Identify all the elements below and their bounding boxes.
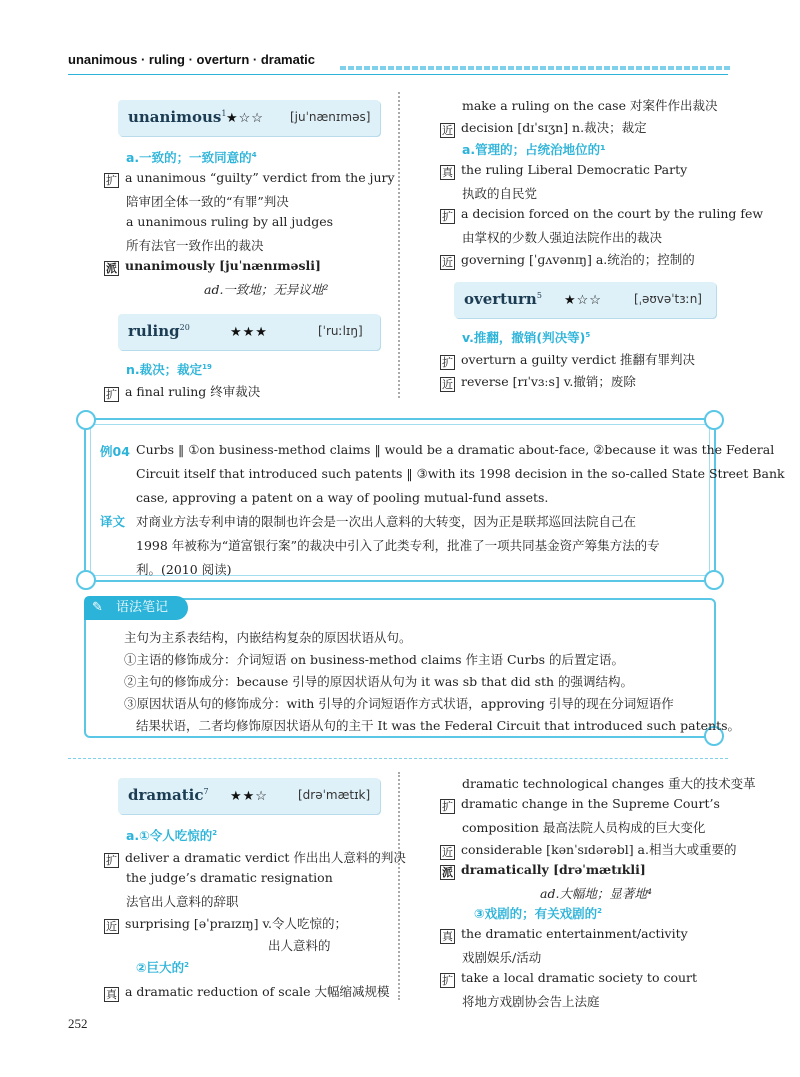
column-divider-top (398, 92, 408, 398)
entry-line: 近 decision [dɪˈsɪʒn] n.裁决；裁定 (442, 120, 647, 137)
word-header-unanimous (118, 100, 380, 136)
translation-label: 译文 (100, 514, 126, 529)
entry-line: 陪审团全体一致的“有罪”判决 (126, 194, 289, 209)
entry-line: 扩 deliver a dramatic verdict 作出出人意料的判决 (106, 850, 406, 867)
entry-line: 真 the dramatic entertainment/activity (442, 926, 688, 943)
grammar-tab (84, 596, 188, 620)
headword: overturn$^5$ (464, 290, 542, 308)
translation-line: 1998 年被称为“道富银行案”的裁决中引入了此类专利，批准了一项共同基金资产筹集方法的专 (136, 538, 660, 553)
grammar-line: 主句为主系表结构，内嵌结构复杂的原因状语从句。 (124, 630, 412, 645)
entry-line: 出人意料的 (268, 938, 331, 953)
entry-line: 近 reverse [rɪˈvɜːs] v.撤销；废除 (442, 374, 636, 391)
translation-line: 对商业方法专利申请的限制也许会是一次出人意料的大转变，因为正是联邦巡回法院自己在 (136, 514, 637, 529)
corner-ornament (76, 570, 96, 590)
corner-ornament (76, 410, 96, 430)
entry-line: 近 surprising [əˈpraɪzɪŋ] v.令人吃惊的； (106, 916, 348, 933)
translation-line: 利。(2010 阅读) (136, 562, 232, 577)
section-divider (68, 758, 728, 759)
entry-line: 扩 a final ruling 终审裁决 (106, 384, 261, 401)
definition: ③戏剧的；有关戏剧的$^2$ (474, 906, 602, 921)
entry-line: 扩 overturn a guilty verdict 推翻有罪判决 (442, 352, 695, 369)
grammar-line: ①主语的修饰成分：介词短语 on business-method claims 作主语 Curbs 的后置定语。 (124, 652, 624, 667)
frequency-stars: ★★★ (230, 324, 268, 339)
word-header-ruling (118, 314, 380, 350)
frequency-stars: ★★☆ (230, 788, 268, 803)
entry-line: 由掌权的少数人强迫法院作出的裁决 (462, 230, 663, 245)
frequency-stars: ★☆☆ (226, 110, 264, 125)
entry-line: 真 the ruling Liberal Democratic Party (442, 162, 688, 179)
example-label: 例04 (100, 444, 130, 459)
headword: dramatic$^7$ (128, 786, 209, 804)
definition: n.裁决；裁定$^{19}$ (126, 362, 212, 377)
entry-line: 扩 dramatic change in the Supreme Court’s (442, 796, 720, 813)
grammar-line: ③原因状语从句的修饰成分：with 引导的介词短语作方式状语，approving 引导的现在分词短语作 (124, 696, 674, 711)
entry-line: 所有法官一致作出的裁决 (126, 238, 264, 253)
entry-line: 真 a dramatic reduction of scale 大幅缩减规模 (106, 984, 390, 1001)
pen-icon: ✎ (92, 600, 103, 615)
entry-line: dramatic technological changes 重大的技术变革 (462, 776, 756, 791)
column-divider-bottom (398, 772, 408, 1000)
entry-line: make a ruling on the case 对案件作出裁决 (462, 98, 718, 113)
entry-line: 法官出人意料的辞职 (126, 894, 239, 909)
word-header-dramatic (118, 778, 380, 814)
entry-line: composition 最高法院人员构成的巨大变化 (462, 820, 706, 835)
corner-ornament (704, 410, 724, 430)
phonetic: [ˈruːlɪŋ] (318, 324, 363, 338)
headword: unanimous$^1$ (128, 108, 227, 126)
definition: v.推翻，撤销(判决等)$^5$ (462, 330, 591, 345)
entry-line: 扩 take a local dramatic society to court (442, 970, 698, 987)
example-line: case, approving a patent on a way of pooling mutual-fund assets. (136, 490, 549, 505)
entry-line: a unanimous ruling by all judges (126, 214, 334, 229)
header-rule (68, 74, 728, 75)
running-header: unanimous · ruling · overturn · dramatic (68, 52, 316, 67)
entry-line: the judge’s dramatic resignation (126, 870, 333, 885)
phonetic: [ˌəʊvəˈtɜːn] (634, 292, 702, 306)
entry-line: 近 considerable [kənˈsɪdərəbl] a.相当大或重要的 (442, 842, 737, 859)
entry-line: 近 governing [ˈɡʌvənɪŋ] a.统治的；控制的 (442, 252, 695, 269)
definition: a.一致的；一致同意的$^4$ (126, 150, 257, 165)
header-decoration (340, 66, 730, 70)
phonetic: [drəˈmætɪk] (298, 788, 371, 802)
entry-line: 执政的自民党 (462, 186, 538, 201)
entry-line: 扩 a decision forced on the court by the ruling few (442, 206, 764, 223)
headword: ruling$^{20}$ (128, 322, 190, 340)
definition: a.①令人吃惊的$^2$ (126, 828, 218, 843)
definition: a.管理的；占统治地位的¹ (462, 142, 606, 157)
grammar-title: 语法笔记 (116, 600, 169, 615)
frequency-stars: ★☆☆ (564, 292, 602, 307)
entry-line: ad.大幅地；显著地⁴ (540, 886, 652, 901)
entry-line: 戏剧娱乐/活动 (462, 950, 542, 965)
grammar-line: ②主句的修饰成分：because 引导的原因状语从句为 it was sb that did sth 的强调结构。 (124, 674, 634, 689)
entry-line: 派 unanimously [juˈnænɪməsli] (106, 258, 321, 275)
entry-line: 派 dramatically [drəˈmætɪkli] (442, 862, 646, 879)
grammar-line: 结果状语，二者均修饰原因状语从句的主干 It was the Federal Circuit that introduced such patents。 (136, 718, 741, 733)
word-header-overturn (454, 282, 716, 318)
page-number: 252 (68, 1016, 88, 1031)
entry-line: ad.一致地；无异议地² (204, 282, 329, 297)
entry-line: 扩 a unanimous “guilty” verdict from the jury (106, 170, 395, 187)
entry-line: 将地方戏剧协会告上法庭 (462, 994, 600, 1009)
definition: ②巨大的$^2$ (136, 960, 189, 975)
corner-ornament (704, 570, 724, 590)
phonetic: [juˈnænɪməs] (290, 110, 371, 124)
example-line: Circuit itself that introduced such patents ‖ ③with its 1998 decision in the so-called State Street Bank (136, 466, 785, 481)
example-line: Curbs ‖ ①on business-method claims ‖ would be a dramatic about-face, ②because it was the Federal (136, 442, 775, 457)
